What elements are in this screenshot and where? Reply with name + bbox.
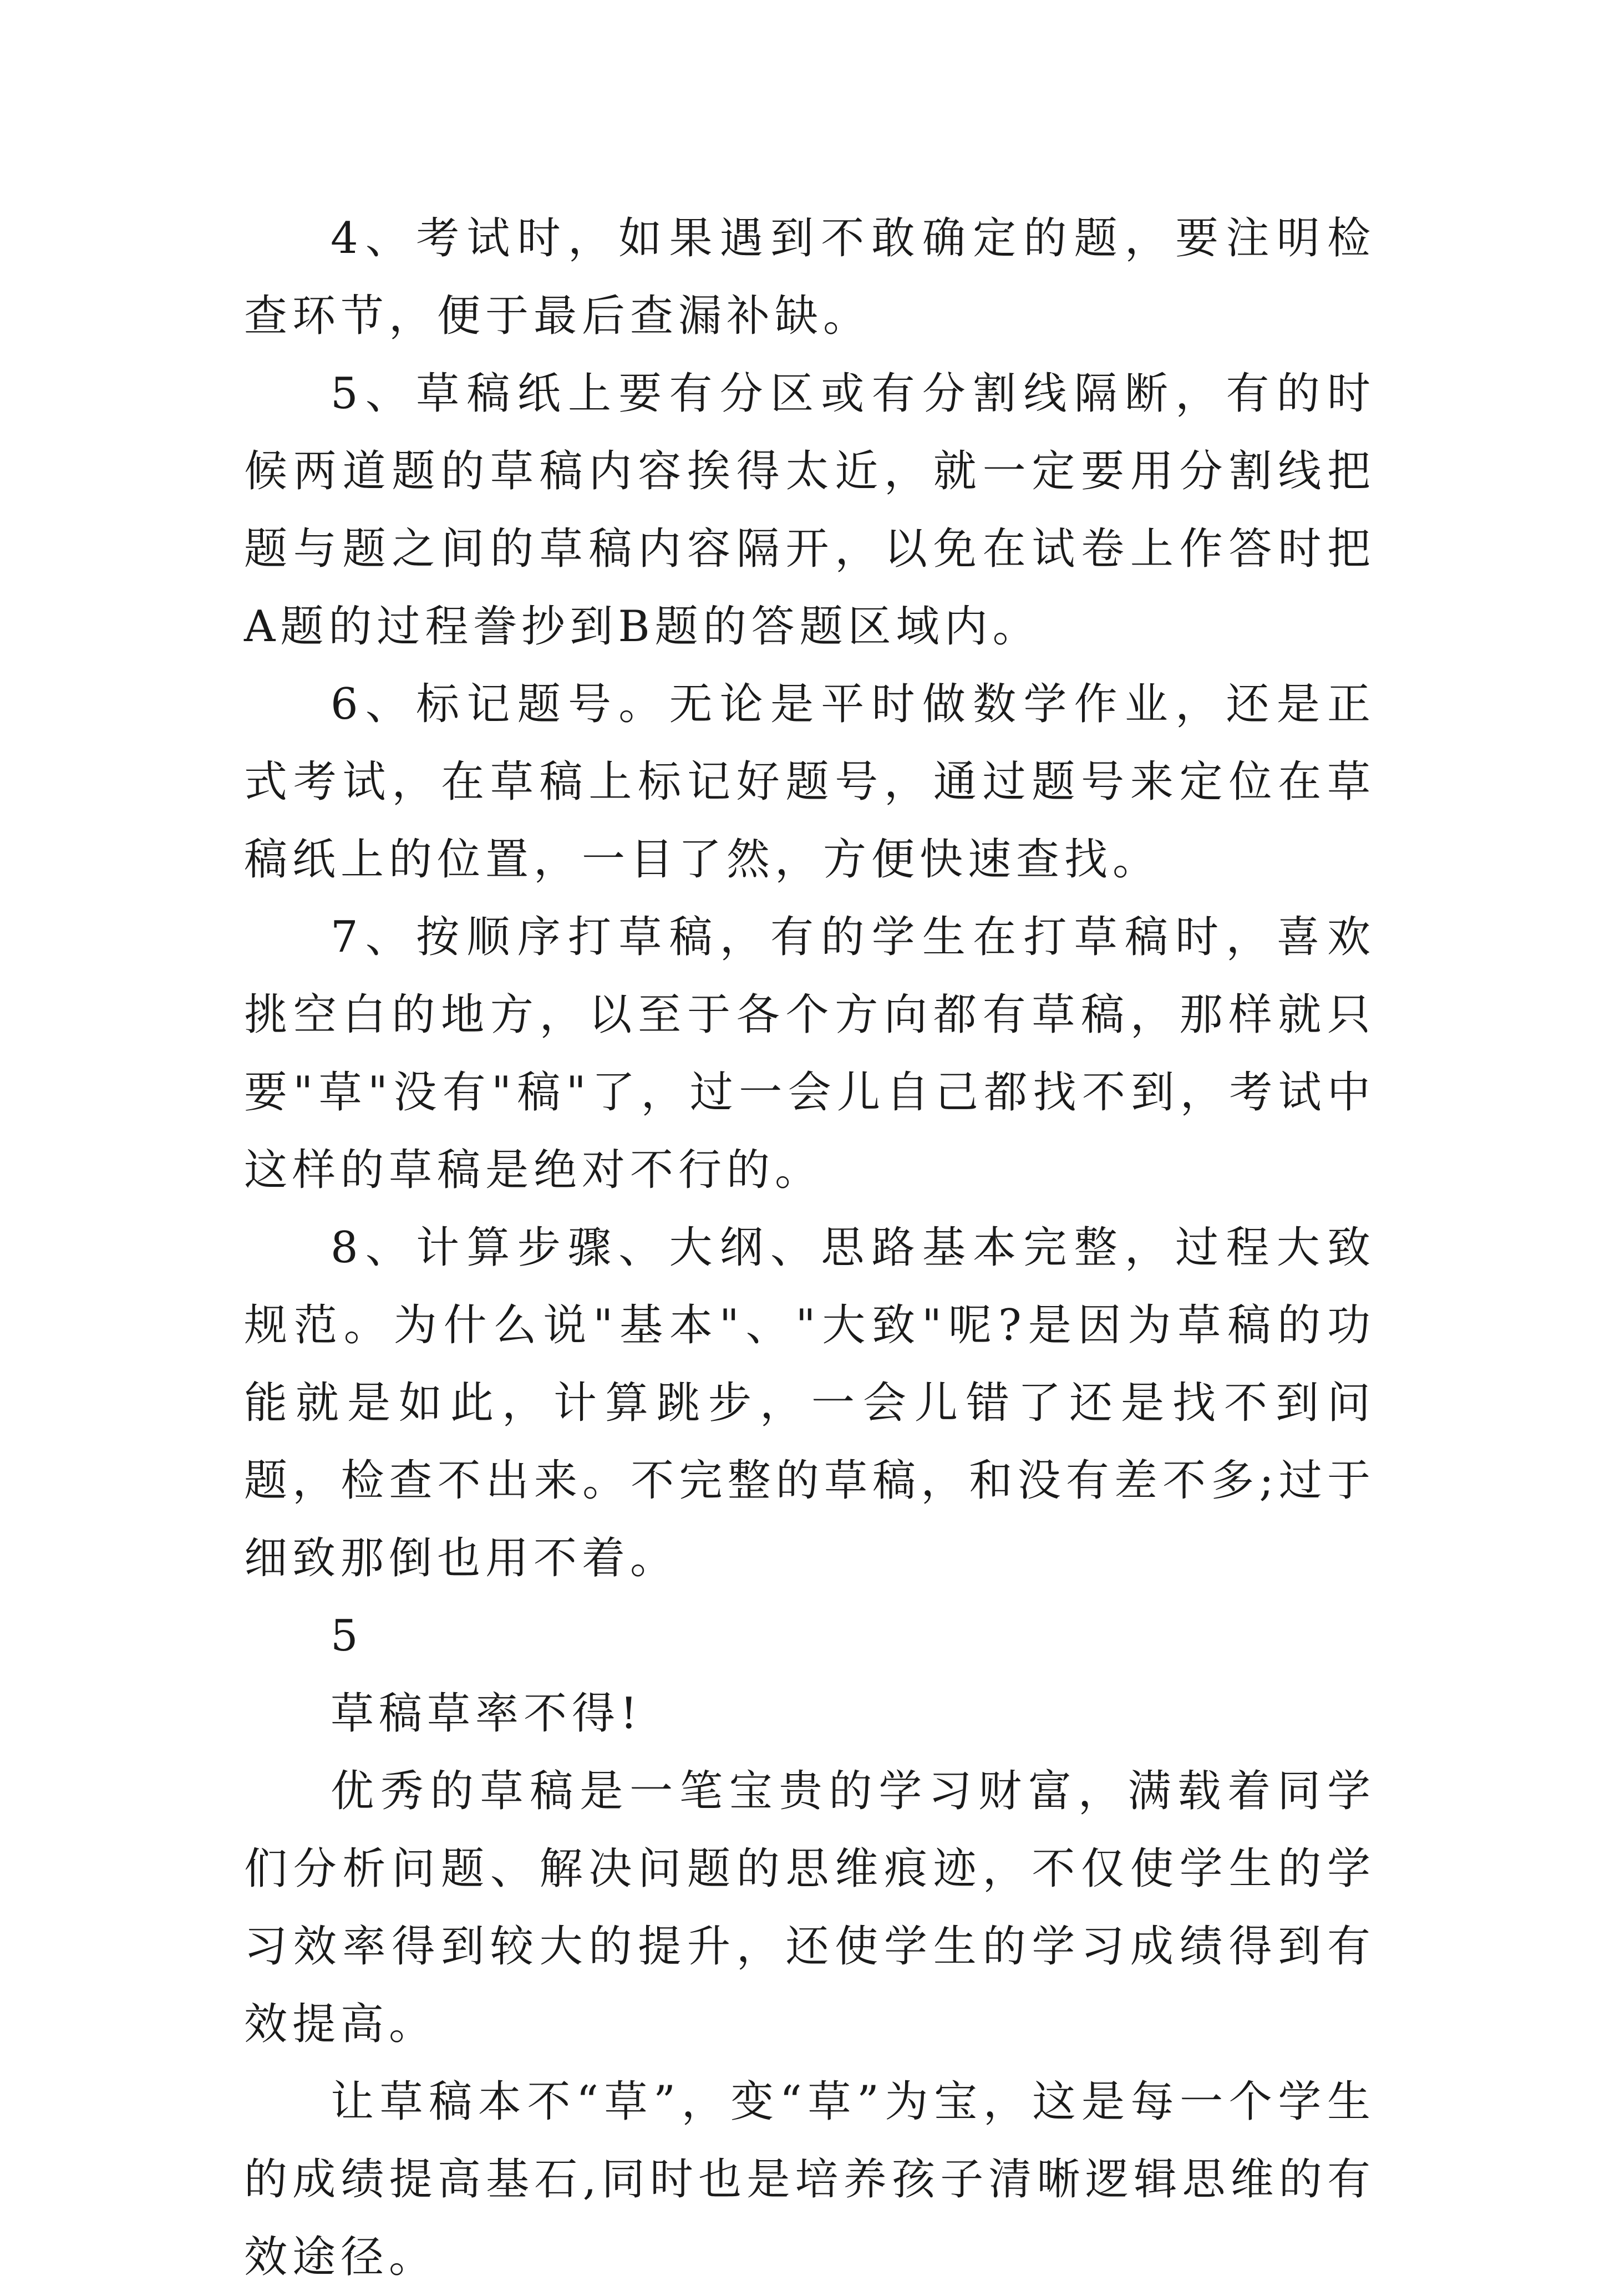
- paragraph-summary-1: 优秀的草稿是一笔宝贵的学习财富，满载着同学们分析问题、解决问题的思维痕迹，不仅使学生的学习效率得到较大的提升，还使学生的学习成绩得到有效提高。: [244, 1766, 1375, 2049]
- section-heading: 草稿草率不得!: [331, 1689, 643, 1739]
- paragraph-tip-8: 8、计算步骤、大纲、思路基本完整，过程大致规范。为什么说"基本"、"大致"呢?是因为草稿的功能就是如此，计算跳步，一会儿错了还是找不到问题，检查不出来。不完整的草稿，和没有差不多;过于细致那倒也用不着。: [244, 1223, 1375, 1583]
- section-number: 5: [331, 1611, 363, 1661]
- paragraph-tip-5: 5、草稿纸上要有分区或有分割线隔断，有的时候两道题的草稿内容挨得太近，就一定要用分割线把题与题之间的草稿内容隔开，以免在试卷上作答时把A题的过程誊抄到B题的答题区域内。: [244, 369, 1375, 652]
- paragraph-summary-2: 让草稿本不“草”，变“草”为宝，这是每一个学生的成绩提高基石,同时也是培养孩子清晰逻辑思维的有效途径。: [244, 2077, 1375, 2282]
- paragraph-tip-7: 7、按顺序打草稿，有的学生在打草稿时，喜欢挑空白的地方，以至于各个方向都有草稿，那样就只要"草"没有"稿"了，过一会儿自己都找不到，考试中这样的草稿是绝对不行的。: [244, 912, 1375, 1195]
- document-body: [244, 200, 1375, 2296]
- paragraph-tip-4: 4、考试时，如果遇到不敢确定的题，要注明检查环节，便于最后查漏补缺。: [244, 214, 1375, 341]
- paragraph-tip-6: 6、标记题号。无论是平时做数学作业，还是正式考试，在草稿上标记好题号，通过题号来定位在草稿纸上的位置，一目了然，方便快速查找。: [244, 679, 1375, 885]
